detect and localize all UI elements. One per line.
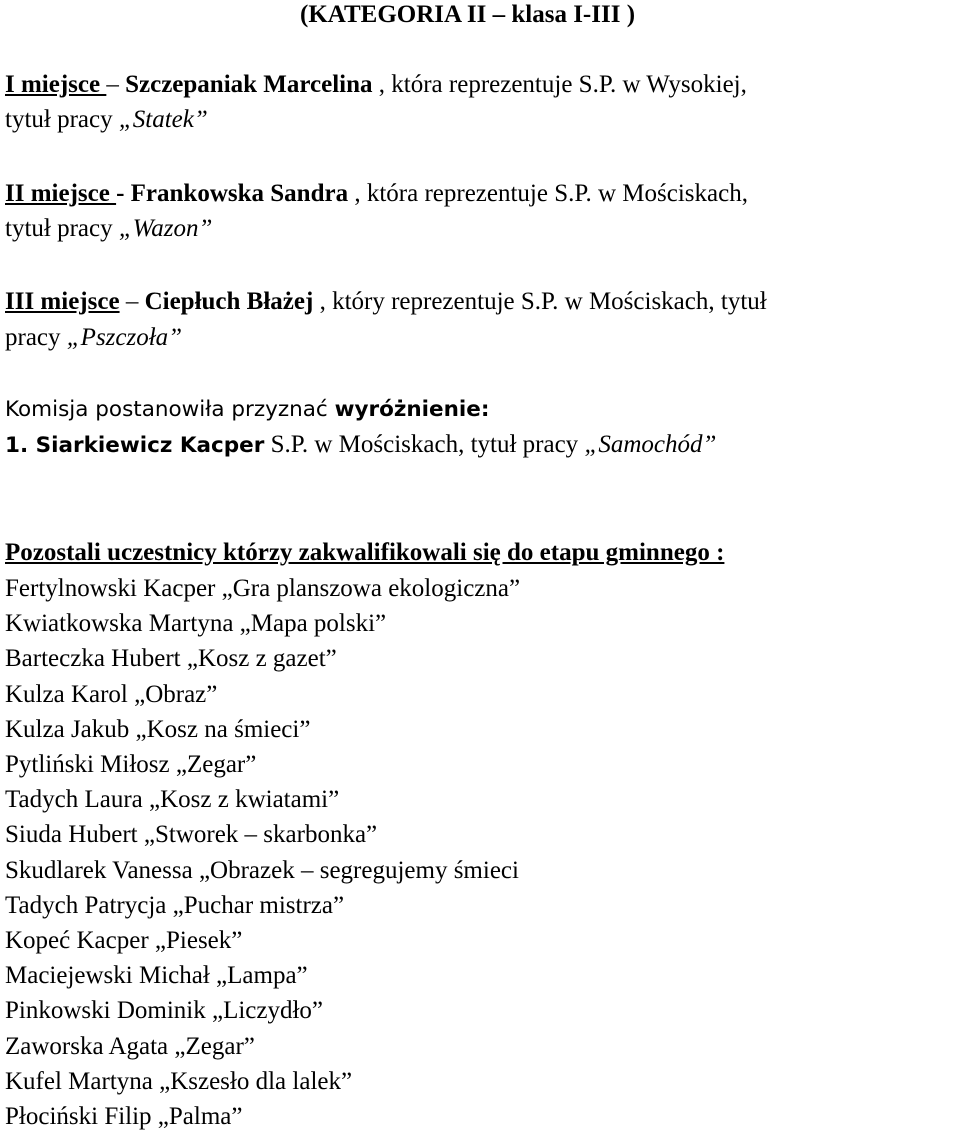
participant-item: Kwiatkowska Martyna „Mapa polski” <box>5 610 387 638</box>
participant-item: Maciejewski Michał „Lampa” <box>5 962 308 990</box>
first-place-details: , która reprezentuje S.P. w Wysokiej, <box>372 71 747 98</box>
participant-item: Płociński Filip „Palma” <box>5 1103 243 1130</box>
document-title: (KATEGORIA II – klasa I-III ) <box>300 1 636 28</box>
first-place-dash: – <box>106 71 126 98</box>
participant-item: Kulza Jakub „Kosz na śmieci” <box>5 715 311 743</box>
third-place-label: III miejsce <box>5 288 120 315</box>
distinction-details: S.P. w Mościskach, tytuł pracy <box>264 431 585 458</box>
third-place-dash: – <box>119 288 145 315</box>
third-place-work-line <box>5 323 182 353</box>
participant-item: Pytliński Miłosz „Zegar” <box>5 751 257 778</box>
participant-item: Zaworska Agata „Zegar” <box>5 1032 255 1060</box>
first-place-line <box>5 70 747 100</box>
second-place-label: II miejsce <box>5 180 117 207</box>
third-place-work-prefix: pracy <box>5 324 67 351</box>
distinction-intro-bold: wyróżnienie: <box>334 397 490 422</box>
second-place-name: Frankowska Sandra <box>130 180 349 207</box>
first-place-work-line <box>5 105 208 135</box>
distinction-intro-text: Komisja postanowiła przyznać <box>5 397 335 422</box>
participant-item: Skudlarek Vanessa „Obrazek – segregujemy śmieci <box>5 856 519 884</box>
distinction-name: Siarkiewicz Kacper <box>35 433 265 458</box>
participant-item: Fertylnowski Kacper „Gra planszowa ekologiczna” <box>5 575 521 602</box>
second-place-work-title: „Wazon” <box>118 215 213 242</box>
first-place-work-prefix: tytuł pracy <box>5 106 119 133</box>
participant-item: Kopeć Kacper „Piesek” <box>5 927 243 954</box>
participant-item: Kulza Karol „Obraz” <box>5 680 218 708</box>
first-place-name: Szczepaniak Marcelina <box>125 71 373 98</box>
participant-item: Siuda Hubert „Stworek – skarbonka” <box>5 821 378 849</box>
second-place-work-prefix: tytuł pracy <box>5 215 119 242</box>
distinction-intro-line <box>5 395 489 425</box>
third-place-details: , który reprezentuje S.P. w Mościskach, tytuł <box>313 288 767 315</box>
third-place-line <box>5 287 767 317</box>
second-place-dash: - <box>116 180 131 207</box>
second-place-line <box>5 179 748 209</box>
participant-item: Tadych Laura „Kosz z kwiatami” <box>5 786 340 814</box>
second-place-details: , która reprezentuje S.P. w Mościskach, <box>348 180 748 207</box>
third-place-work-title: „Pszczoła” <box>66 324 183 351</box>
participant-item: Tadych Patrycja „Puchar mistrza” <box>5 891 345 919</box>
participant-item: Kufel Martyna „Kszesło dla lalek” <box>5 1067 353 1095</box>
participant-item: Pinkowski Dominik „Liczydło” <box>5 997 324 1025</box>
second-place-work-line <box>5 214 212 244</box>
distinction-work-title: „Samochód” <box>584 431 717 458</box>
others-heading: Pozostali uczestnicy którzy zakwalifikowali się do etapu gminnego : <box>5 539 725 566</box>
first-place-label: I miejsce <box>5 71 107 98</box>
third-place-name: Ciepłuch Błażej <box>144 288 314 315</box>
distinction-line <box>5 430 716 461</box>
first-place-work-title: „Statek” <box>118 106 208 133</box>
participant-item: Barteczka Hubert „Kosz z gazet” <box>5 645 337 673</box>
distinction-number: 1. <box>5 433 36 458</box>
